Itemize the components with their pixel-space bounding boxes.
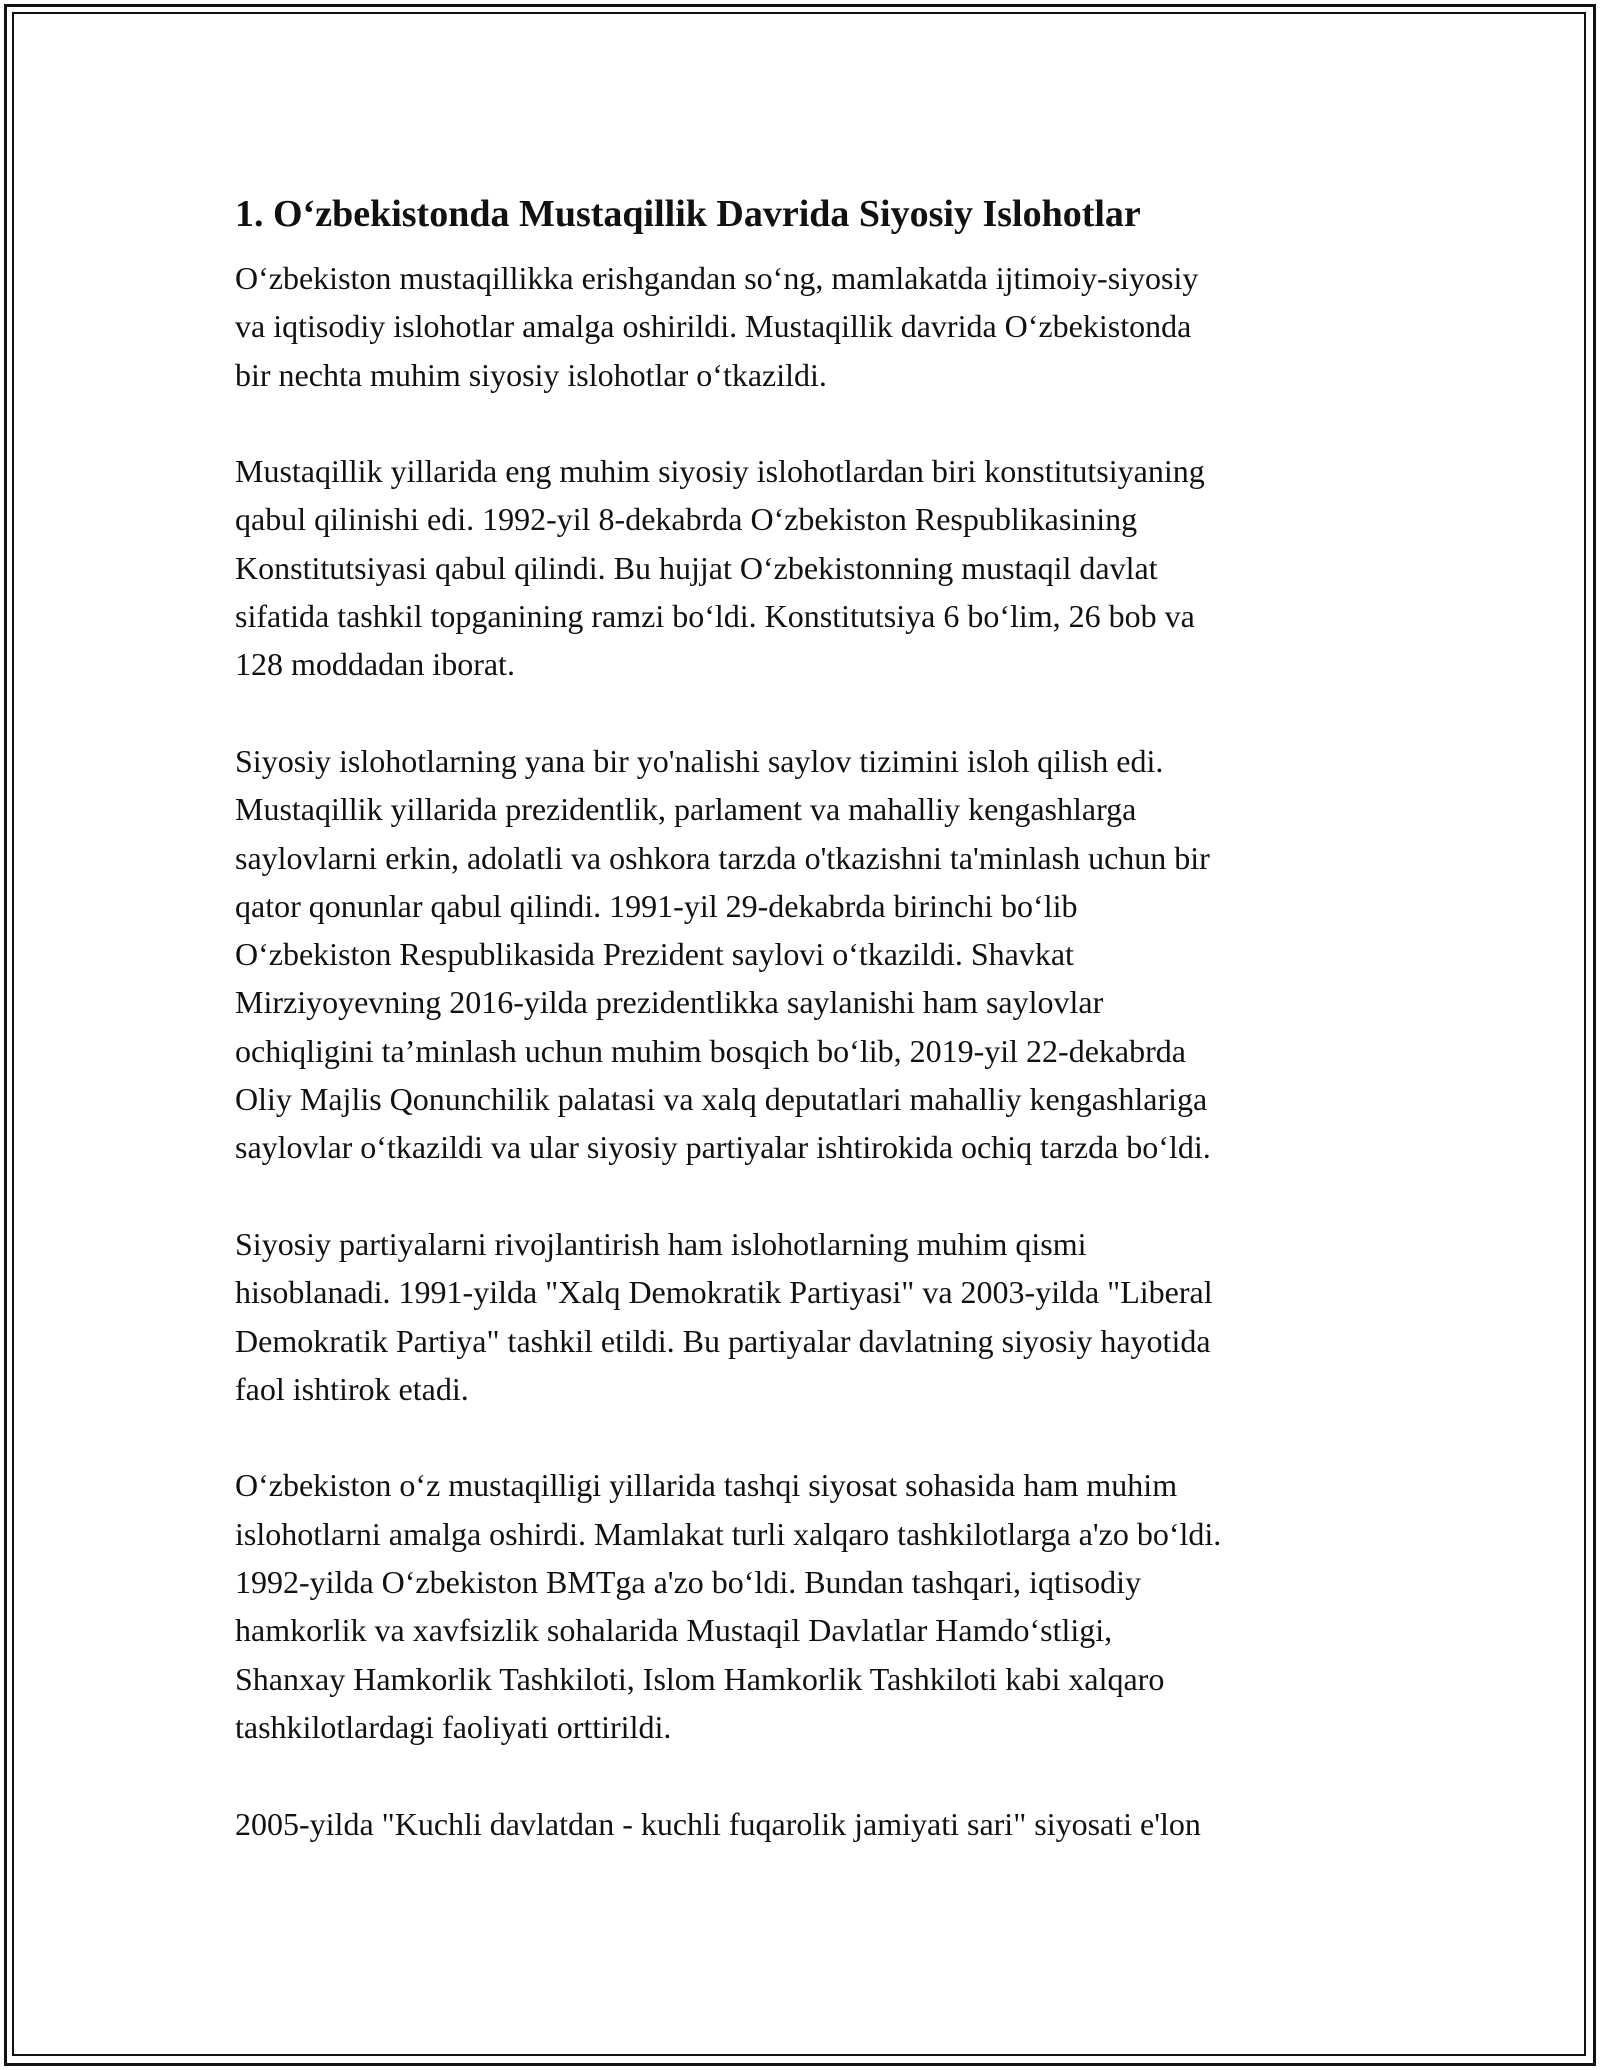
paragraph-list <box>235 254 1375 1848</box>
paragraph-line: ochiqligini ta’minlash uchun muhim bosqich bo‘lib, 2019-yil 22-dekabrda <box>235 1032 1186 1069</box>
paragraph-line: Konstitutsiyasi qabul qilindi. Bu hujjat O‘zbekistonning mustaqil davlat <box>235 549 1158 586</box>
paragraph <box>235 737 1375 1172</box>
paragraph-line: tashkilotlardagi faoliyati orttirildi. <box>235 1708 672 1745</box>
paragraph-line: Shanxay Hamkorlik Tashkiloti, Islom Hamkorlik Tashkiloti kabi xalqaro <box>235 1660 1165 1697</box>
paragraph <box>235 254 1375 399</box>
paragraph-line: faol ishtirok etadi. <box>235 1370 469 1407</box>
paragraph-line: Siyosiy partiyalarni rivojlantirish ham islohotlarning muhim qismi <box>235 1225 1087 1262</box>
document-body <box>235 186 1375 1896</box>
paragraph-line: hisoblanadi. 1991-yilda "Xalq Demokratik Partiyasi" va 2003-yilda "Liberal <box>235 1274 1213 1311</box>
paragraph-line: Oliy Majlis Qonunchilik palatasi va xalq deputatlari mahalliy kengashlariga <box>235 1081 1208 1118</box>
paragraph-line: hamkorlik va xavfsizlik sohalarida Mustaqil Davlatlar Hamdo‘stligi, <box>235 1612 1113 1649</box>
paragraph-line: va iqtisodiy islohotlar amalga oshirildi. Mustaqillik davrida O‘zbekistonda <box>235 308 1192 345</box>
paragraph-line: 2005-yilda "Kuchli davlatdan - kuchli fuqarolik jamiyati sari" siyosati e'lon <box>235 1805 1201 1842</box>
paragraph <box>235 1220 1375 1413</box>
paragraph <box>235 447 1375 688</box>
paragraph <box>235 1461 1375 1751</box>
paragraph-line: qabul qilinishi edi. 1992-yil 8-dekabrda O‘zbekiston Respublikasining <box>235 501 1138 538</box>
paragraph-line: O‘zbekiston o‘z mustaqilligi yillarida tashqi siyosat sohasida ham muhim <box>235 1467 1178 1504</box>
paragraph-line: Siyosiy islohotlarning yana bir yo'nalishi saylov tizimini isloh qilish edi. <box>235 742 1164 779</box>
paragraph-line: 1992-yilda O‘zbekiston BMTga a'zo bo‘ldi. Bundan tashqari, iqtisodiy <box>235 1564 1142 1601</box>
paragraph-line: sifatida tashkil topganining ramzi bo‘ldi. Konstitutsiya 6 bo‘lim, 26 bob va <box>235 598 1195 635</box>
paragraph-line: Mustaqillik yillarida eng muhim siyosiy islohotlardan biri konstitutsiyaning <box>235 453 1205 490</box>
paragraph-line: O‘zbekiston mustaqillikka erishgandan so‘ng, mamlakatda ijtimoiy-siyosiy <box>235 260 1199 296</box>
paragraph-line: bir nechta muhim siyosiy islohotlar o‘tkazildi. <box>235 356 827 393</box>
paragraph-line: islohotlarni amalga oshirdi. Mamlakat turli xalqaro tashkilotlarga a'zo bo‘ldi. <box>235 1515 1222 1552</box>
paragraph-line: 128 moddadan iborat. <box>235 646 515 683</box>
paragraph <box>235 1800 1375 1848</box>
paragraph-line: saylovlarni erkin, adolatli va oshkora tarzda o'tkazishni ta'minlash uchun bir <box>235 839 1210 876</box>
paragraph-line: Mustaqillik yillarida prezidentlik, parlament va mahalliy kengashlarga <box>235 791 1137 828</box>
paragraph-line: saylovlar o‘tkazildi va ular siyosiy partiyalar ishtirokida ochiq tarzda bo‘ldi. <box>235 1129 1211 1166</box>
paragraph-line: qator qonunlar qabul qilindi. 1991-yil 29-dekabrda birinchi bo‘lib <box>235 887 1078 924</box>
section-heading: 1. O‘zbekistonda Mustaqillik Davrida Siyosiy Islohotlar <box>235 193 1141 235</box>
paragraph-line: Demokratik Partiya" tashkil etildi. Bu partiyalar davlatning siyosiy hayotida <box>235 1322 1211 1359</box>
paragraph-line: Mirziyoyevning 2016-yilda prezidentlikka saylanishi ham saylovlar <box>235 984 1104 1021</box>
paragraph-line: O‘zbekiston Respublikasida Prezident saylovi o‘tkazildi. Shavkat <box>235 936 1074 973</box>
